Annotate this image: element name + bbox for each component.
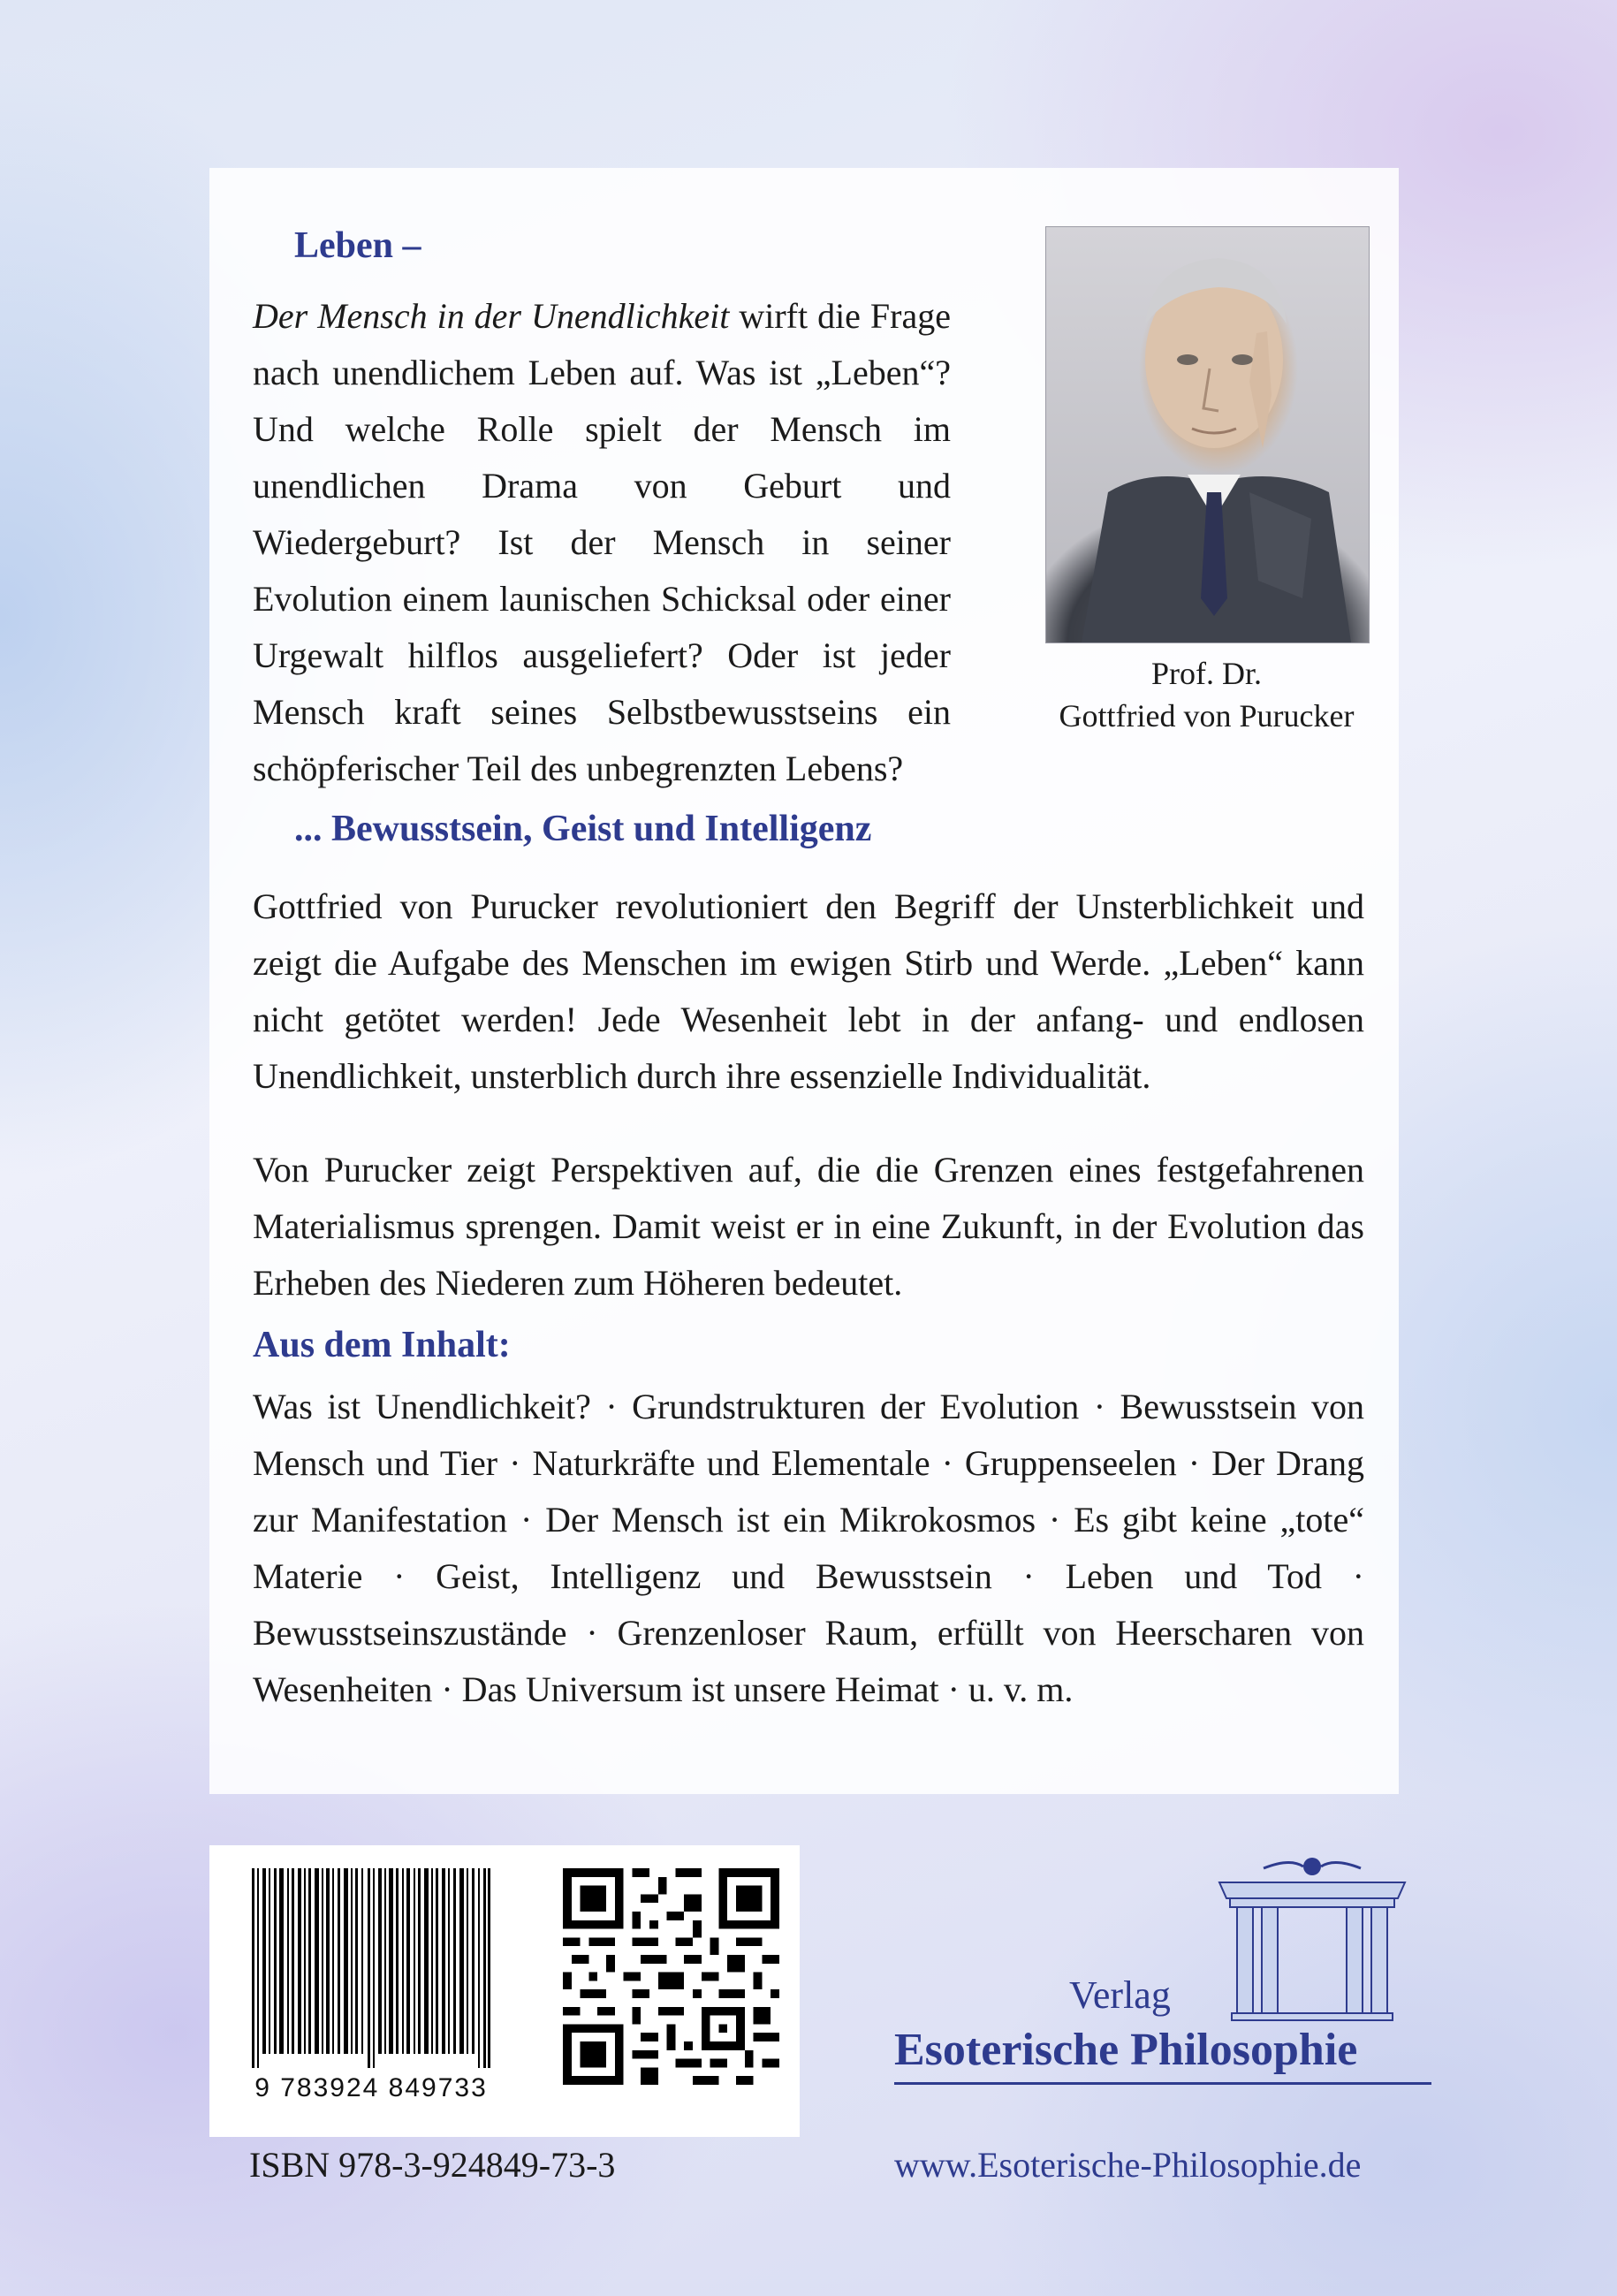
intro-paragraph — [253, 288, 951, 797]
qr-code-icon — [563, 1868, 779, 2085]
publisher-label: Verlag — [1069, 1973, 1171, 2017]
barcode-number: 9 783924 849733 — [254, 2073, 488, 2102]
portrait-caption-title: Prof. Dr. — [1151, 656, 1262, 691]
code-box — [209, 1845, 800, 2137]
book-title-italic: Der Mensch in der Unendlichkeit — [253, 296, 730, 336]
description-paragraph-1: Gottfried von Purucker revolutioniert den Begriff der Unsterblichkeit und zeigt die Aufgabe des Menschen im ewigen Stirb und Werde. „Leben“ kann nicht getötet werden! Jede Wesenheit lebt in der anfang- und endlosen Unendlichkeit, unsterblich durch ihre essenzielle Individualität. — [253, 886, 1364, 1096]
isbn-number: ISBN 978-3-924849-73-3 — [249, 2145, 616, 2185]
publisher-temple-logo-icon — [1211, 1847, 1414, 2024]
intro-text: wirft die Frage nach unendlichem Leben auf. Was ist „Leben“? Und welche Rolle spielt der Mensch im unendlichen Drama von Geburt und Wiedergeburt? Ist der Mensch in seiner Evolution einem launischen Schicksal oder einer Urgewalt hilflos ausgeliefert? Oder ist jeder Mensch kraft seines Selbstbewusstseins ein schöpferischer Teil des unbegrenzten Lebens? — [253, 296, 951, 788]
description-paragraph-2: Von Purucker zeigt Perspektiven auf, die die Grenzen eines festgefahrenen Materialismus sprengen. Damit weist er in eine Zukunft, in der Evolution das Erheben des Niederen zum Höheren bedeutet. — [253, 1150, 1364, 1303]
portrait-caption-name: Gottfried von Purucker — [1059, 698, 1355, 734]
publisher-name: Esoterische Philosophie — [894, 2025, 1358, 2075]
barcode-icon — [252, 1868, 490, 2068]
author-portrait — [1045, 226, 1370, 643]
publisher-website[interactable]: www.Esoterische-Philosophie.de — [894, 2145, 1362, 2185]
section-heading-leben: Leben – — [294, 225, 421, 266]
contents-heading: Aus dem Inhalt: — [253, 1325, 511, 1365]
contents-list: Was ist Unendlichkeit? · Grundstrukturen der Evolution · Bewusstsein von Mensch und Tier · Naturkräfte und Elementale · Gruppenseelen · Der Drang zur Manifestation · Der Mensch ist ein Mikrokosmos · Es gibt keine „tote“ Materie · Geist, Intelligenz und Bewusstsein · Leben und Tod · Bewusstseinszustände · Grenzenloser Raum, erfüllt von Heerscharen von Wesenheiten · Das Universum ist unsere Heimat · u. v. m. — [253, 1387, 1364, 1709]
publisher-underline — [894, 2082, 1431, 2085]
section-heading-bewusstsein: ... Bewusstsein, Geist und Intelligenz — [294, 809, 872, 849]
